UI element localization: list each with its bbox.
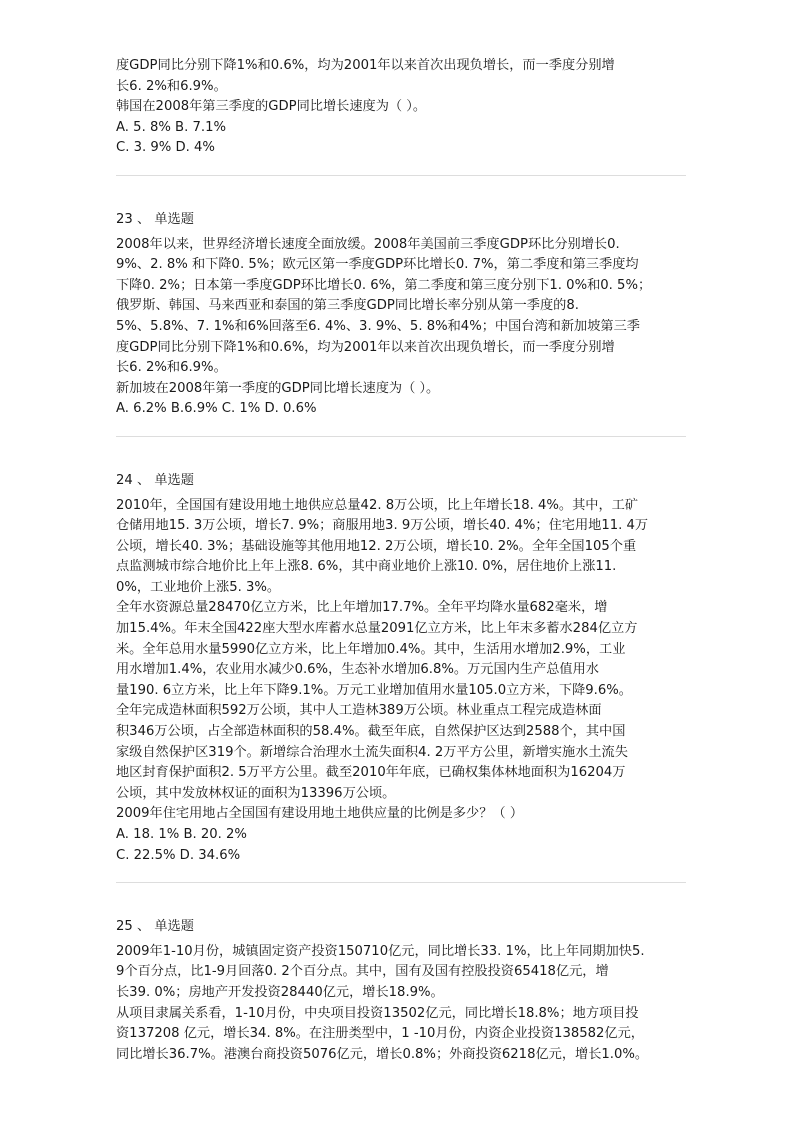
- text-line: 长6. 2%和6.9%。: [116, 360, 227, 376]
- text-line: 俄罗斯、韩国、马来西亚和泰国的第三季度GDP同比增长率分别从第一季度的8.: [116, 298, 579, 314]
- question-header: 25 、 单选题: [116, 919, 194, 935]
- text-line: 量190. 6立方米，比上年下降9.1%。万元工业增加值用水量105.0立方米，下降9.6%。: [116, 682, 632, 698]
- text-line: A. 5. 8% B. 7.1%: [116, 119, 226, 135]
- text-line: 度GDP同比分别下降1%和0.6%，均为2001年以来首次出现负增长，而一季度分别增: [116, 339, 615, 355]
- text-line: 0%，工业地价上涨5. 3%。: [116, 579, 281, 595]
- text-line: 积346万公顷，占全部造林面积的58.4%。截至年底，自然保护区达到2588个，其中国: [116, 724, 626, 740]
- question-block: [116, 210, 686, 420]
- text-line: C. 22.5% D. 34.6%: [116, 847, 241, 863]
- text-line: 仓储用地15. 3万公顷，增长7. 9%；商服用地3. 9万公顷，增长40. 4%；住宅用地11. 4万: [116, 518, 649, 534]
- question-block: [116, 56, 686, 159]
- text-line: 全年完成造林面积592万公顷，其中人工造林389万公顷。林业重点工程完成造林面: [116, 703, 602, 719]
- question-header: 24 、 单选题: [116, 472, 194, 488]
- section-divider: [116, 175, 686, 176]
- text-line: 用水增加1.4%，农业用水减少0.6%，生态补水增加6.8%。万元国内生产总值用水: [116, 662, 599, 678]
- text-line: 5%、5.8%、7. 1%和6%回落至6. 4%、3. 9%、5. 8%和4%；中国台湾和新加坡第三季: [116, 318, 640, 334]
- text-line: 公顷，其中发放林权证的面积为13396万公顷。: [116, 785, 396, 801]
- text-line: C. 3. 9% D. 4%: [116, 140, 215, 156]
- text-line: 家级自然保护区319个。新增综合治理水土流失面积4. 2万平方公里，新增实施水土流失: [116, 744, 628, 760]
- question-block: [116, 471, 686, 866]
- section-divider: [116, 882, 686, 883]
- text-line: 长6. 2%和6.9%。: [116, 78, 227, 94]
- text-line: 公顷，增长40. 3%；基础设施等其他用地12. 2万公顷，增长10. 2%。全年全国105个重: [116, 538, 637, 554]
- text-line: 从项目隶属关系看，1-10月份，中央项目投资13502亿元，同比增长18.8%；地方项目投: [116, 1005, 639, 1021]
- text-line: 2010年，全国国有建设用地土地供应总量42. 8万公顷，比上年增长18. 4%。其中，工矿: [116, 497, 639, 513]
- text-line: 米。全年总用水量5990亿立方米，比上年增加0.4%。其中，生活用水增加2.9%，工业: [116, 641, 626, 657]
- text-line: 2009年1-10月份，城镇固定资产投资150710亿元，同比增长33. 1%，比上年同期加快5.: [116, 943, 645, 959]
- text-line: A. 18. 1% B. 20. 2%: [116, 827, 247, 842]
- text-line: 加15.4%。年末全国422座大型水库蓄水总量2091亿立方米，比上年末多蓄水284亿立方: [116, 621, 638, 637]
- section-divider: [116, 436, 686, 437]
- text-line: 资137208 亿元，增长34. 8%。在注册类型中，1 -10月份，内资企业投资138582亿元，: [116, 1026, 644, 1042]
- text-line: 9个百分点，比1-9月回落0. 2个百分点。其中，国有及国有控股投资65418亿元，增: [116, 964, 609, 980]
- text-line: 2009年住宅用地占全国国有建设用地土地供应量的比例是多少？（ ）: [116, 806, 524, 822]
- text-line: 长39. 0%；房地产开发投资28440亿元，增长18.9%。: [116, 984, 444, 1000]
- question-block: [116, 917, 686, 1065]
- text-line: 点监测城市综合地价比上年上涨8. 6%，其中商业地价上涨10. 0%，居住地价上涨11.: [116, 559, 617, 575]
- text-line: 2008年以来，世界经济增长速度全面放缓。2008年美国前三季度GDP环比分别增长0.: [116, 236, 620, 252]
- text-line: 下降0. 2%；日本第一季度GDP环比增长0. 6%，第二季度和第三度分别下1. 0%和0. 5%；: [116, 277, 652, 293]
- text-line: 度GDP同比分别下降1%和0.6%，均为2001年以来首次出现负增长，而一季度分别增: [116, 58, 615, 73]
- text-line: 全年水资源总量28470亿立方米，比上年增加17.7%。全年平均降水量682毫米，增: [116, 600, 608, 616]
- text-line: 地区封育保护面积2. 5万平方公里。截至2010年年底，已确权集体林地面积为16204万: [116, 765, 626, 781]
- text-line: 韩国在2008年第三季度的GDP同比增长速度为（ ）。: [116, 99, 427, 115]
- document-page: [116, 56, 686, 1065]
- question-header: 23 、 单选题: [116, 211, 194, 227]
- text-line: 9%、2. 8% 和下降0. 5%；欧元区第一季度GDP环比增长0. 7%，第二季度和第三季度均: [116, 257, 639, 273]
- text-line: 新加坡在2008年第一季度的GDP同比增长速度为（ ）。: [116, 380, 440, 396]
- text-line: A. 6.2% B.6.9% C. 1% D. 0.6%: [116, 401, 317, 417]
- text-line: 同比增长36.7%。港澳台商投资5076亿元，增长0.8%；外商投资6218亿元，增长1.0%。: [116, 1046, 649, 1062]
